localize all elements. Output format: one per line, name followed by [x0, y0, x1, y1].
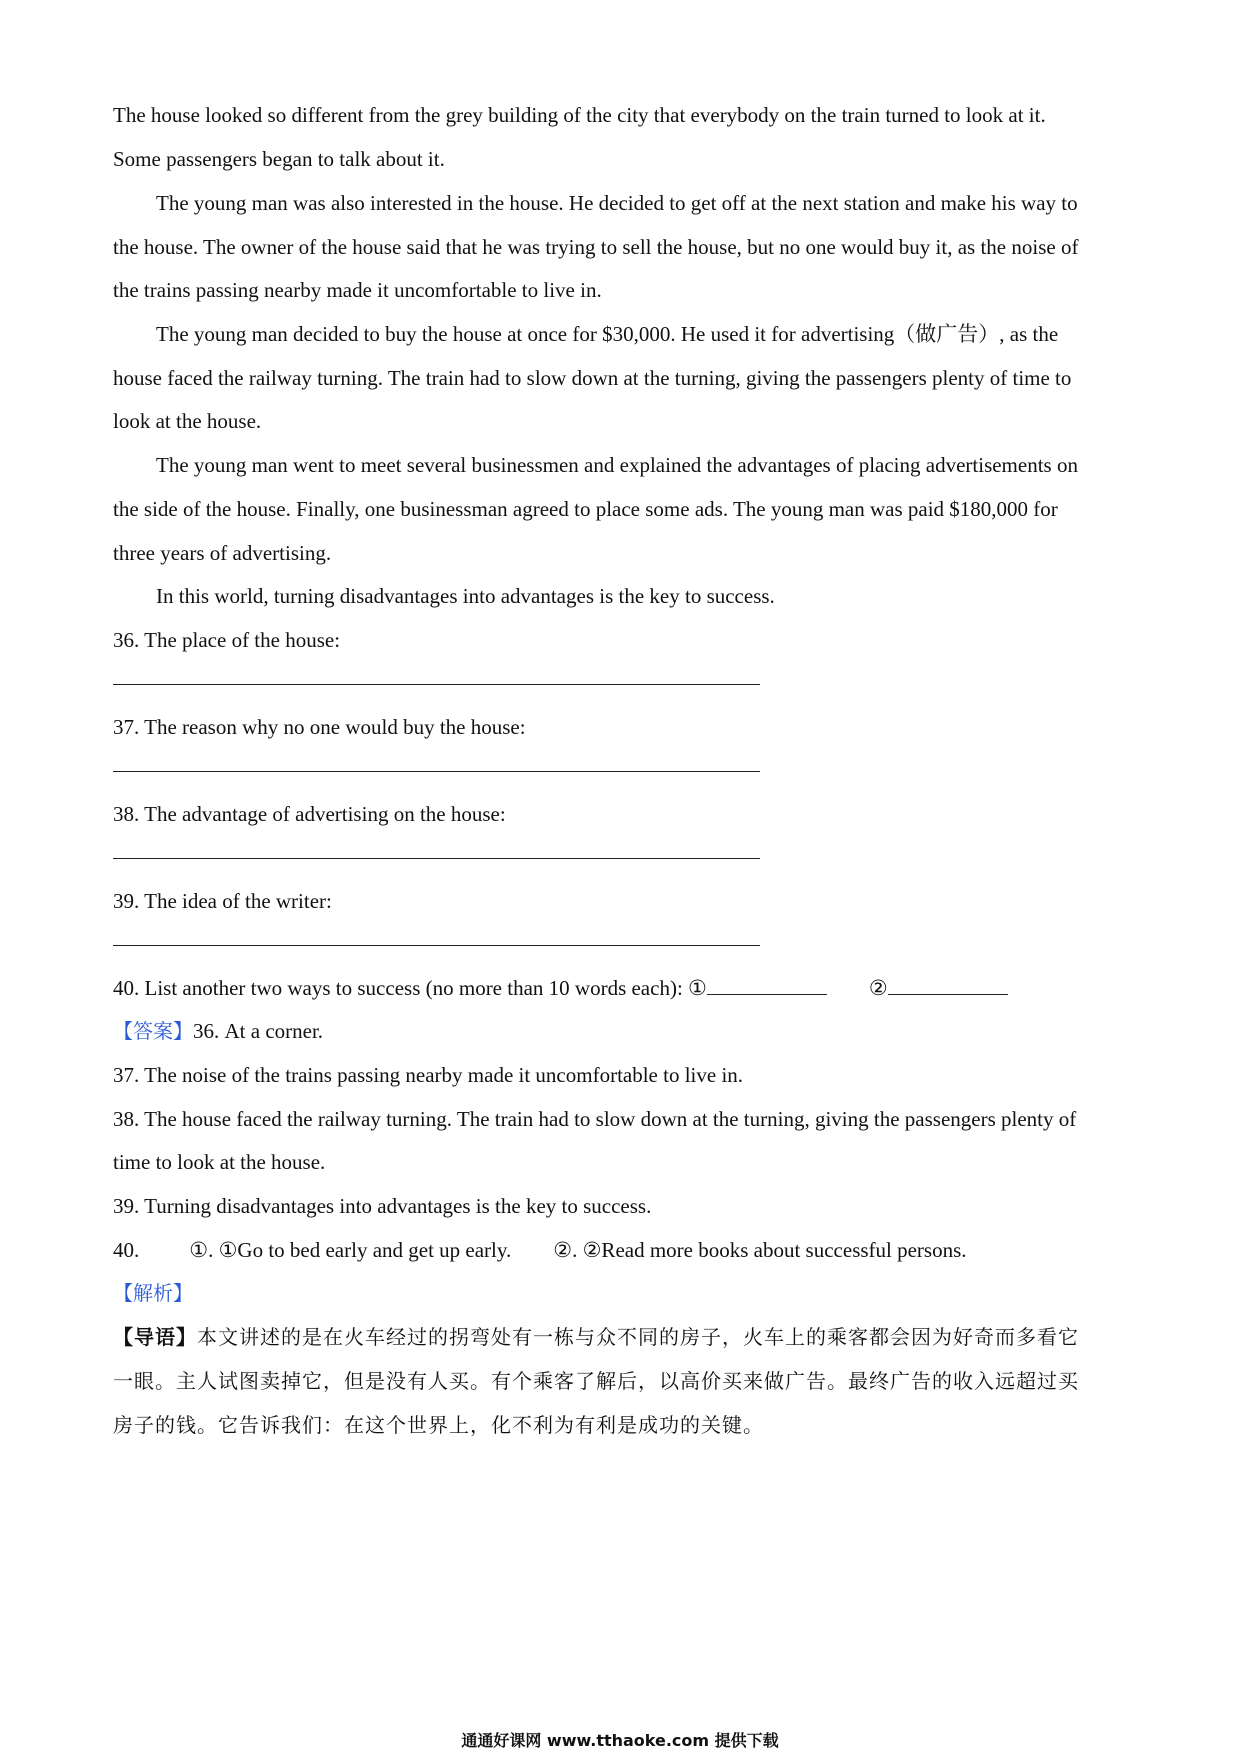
analysis-heading: [113, 1278, 193, 1308]
question-39: 39. The idea of the writer:: [113, 889, 332, 913]
answer-40-number: 40.: [113, 1238, 140, 1262]
passage-line: the side of the house. Finally, one businessman agreed to place some ads. The young man was paid $180,000 for: [113, 497, 1058, 521]
passage-line: The young man decided to buy the house at once for $30,000. He used it for advertising（做广告）, as the: [156, 322, 1059, 346]
guide-line: [113, 1322, 1079, 1352]
passage-line: look at the house.: [113, 409, 262, 433]
passage-line: The young man was also interested in the house. He decided to get off at the next station and make his way to: [156, 191, 1078, 215]
answer-36: 36. At a corner.: [193, 1019, 324, 1043]
passage-line: Some passengers began to talk about it.: [113, 147, 445, 171]
question-37: 37. The reason why no one would buy the house:: [113, 715, 526, 739]
question-40-mark-2: ②: [868, 976, 888, 1000]
guide-text-2: 一眼。主人试图卖掉它，但是没有人买。有个乘客了解后，以高价买来做广告。最终广告的收入远超过买: [113, 1369, 1079, 1393]
question-36: 36. The place of the house:: [113, 628, 341, 652]
passage-line: In this world, turning disadvantages into advantages is the key to success.: [156, 584, 775, 608]
answer-38: 38. The house faced the railway turning. The train had to slow down at the turning, giving the passengers plenty of: [113, 1107, 1077, 1131]
answer-blank-37[interactable]: [113, 771, 760, 772]
answer-36-line: [113, 1016, 323, 1046]
answer-blank-39[interactable]: [113, 945, 760, 946]
answer-blank-38[interactable]: [113, 858, 760, 859]
answer-tag: 【答案】: [113, 1019, 193, 1043]
passage-line: house faced the railway turning. The train had to slow down at the turning, giving the passengers plenty of time to: [113, 366, 1072, 390]
analysis-tag: 【解析】: [113, 1281, 193, 1305]
answer-38-continued: time to look at the house.: [113, 1150, 326, 1174]
answer-39: 39. Turning disadvantages into advantages is the key to success.: [113, 1194, 652, 1218]
guide-text-1: 本文讲述的是在火车经过的拐弯处有一栋与众不同的房子，火车上的乘客都会因为好奇而多看它: [197, 1325, 1079, 1349]
answer-blank-36[interactable]: [113, 684, 760, 685]
answer-40-part-2: ②. ②Read more books about successful persons.: [553, 1238, 967, 1262]
passage-line: the trains passing nearby made it uncomfortable to live in.: [113, 278, 602, 302]
page-footer: 通通好课网 www.tthaoke.com 提供下载: [461, 1731, 779, 1750]
passage-line: three years of advertising.: [113, 541, 332, 565]
guide-tag: 【导语】: [113, 1325, 197, 1349]
answer-blank-40-1[interactable]: [707, 974, 827, 995]
question-40-text: 40. List another two ways to success (no more than 10 words each): ①: [113, 976, 707, 1000]
answer-blank-40-2[interactable]: [888, 974, 1008, 995]
question-40: [113, 973, 1008, 1003]
question-38: 38. The advantage of advertising on the house:: [113, 802, 506, 826]
guide-text-3: 房子的钱。它告诉我们：在这个世界上，化不利为有利是成功的关键。: [113, 1413, 764, 1437]
answer-40-part-1: ①. ①Go to bed early and get up early.: [189, 1238, 512, 1262]
answer-37: 37. The noise of the trains passing nearby made it uncomfortable to live in.: [113, 1063, 744, 1087]
passage-line: The house looked so different from the grey building of the city that everybody on the train turned to look at it.: [113, 103, 1046, 127]
passage-line: The young man went to meet several businessmen and explained the advantages of placing advertisements on: [156, 453, 1078, 477]
answer-40-line: [113, 1235, 967, 1265]
passage-line: the house. The owner of the house said that he was trying to sell the house, but no one would buy it, as the noise of: [113, 235, 1079, 259]
